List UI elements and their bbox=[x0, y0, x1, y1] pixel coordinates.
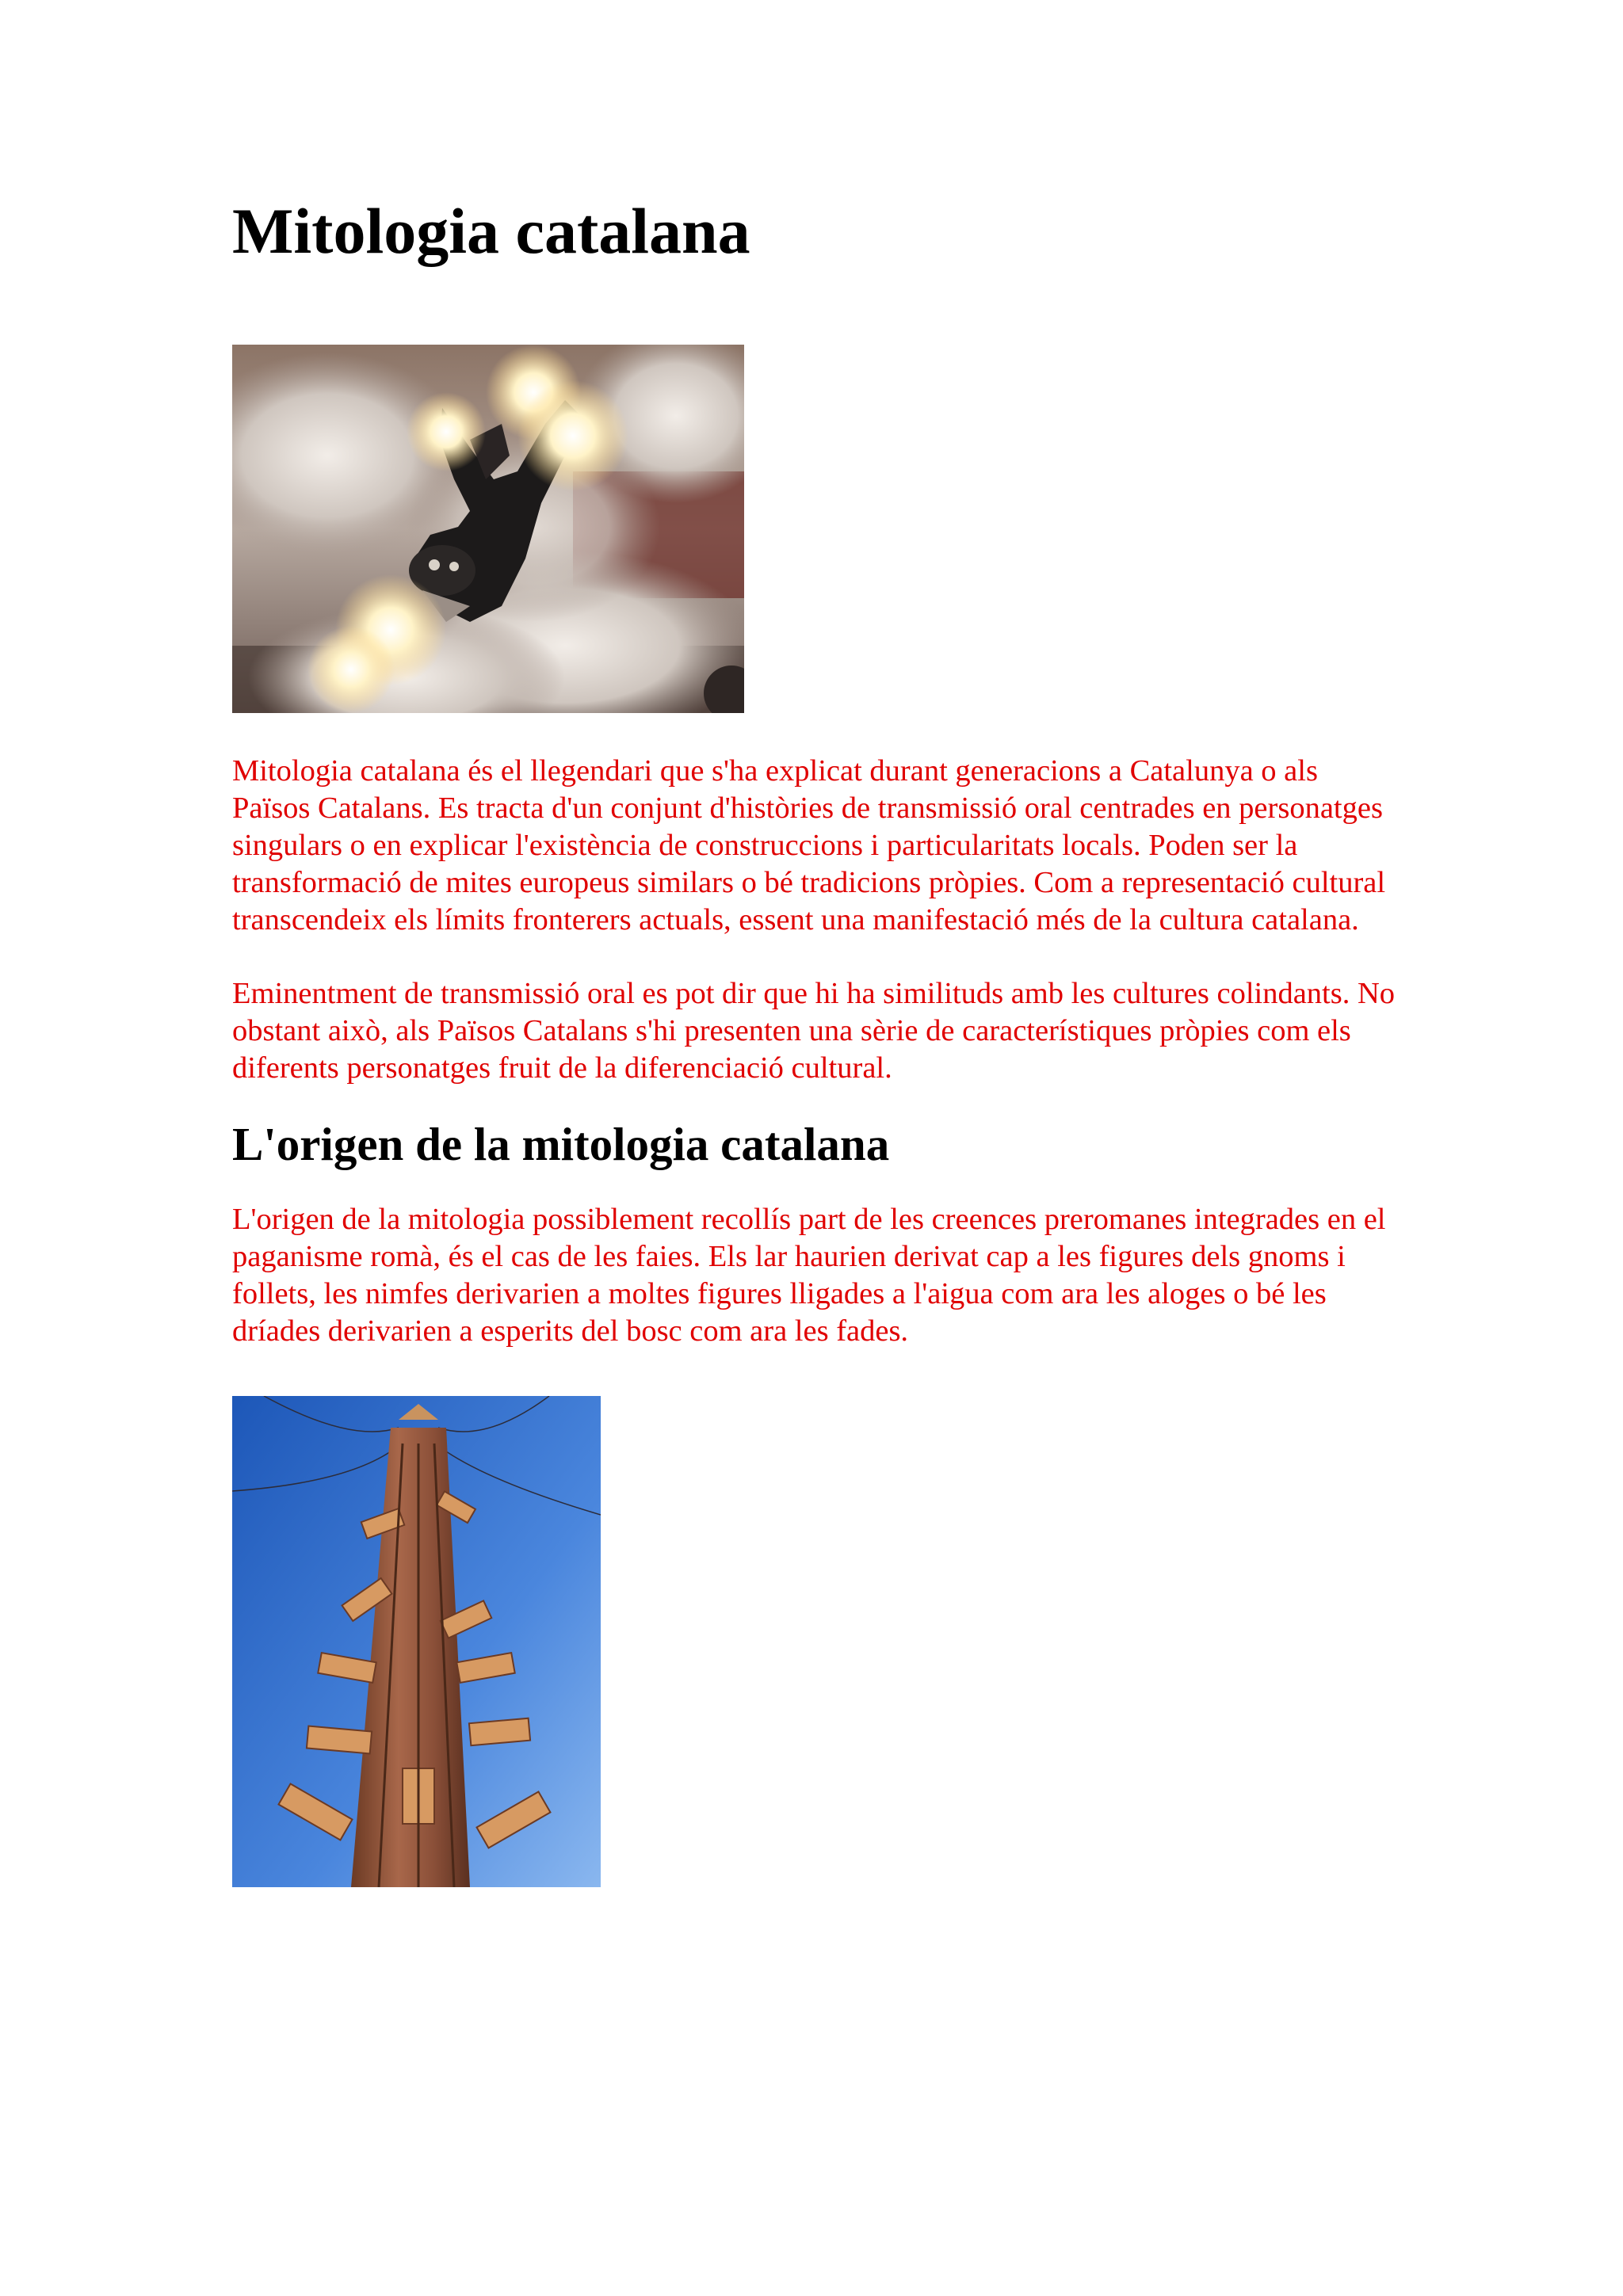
section-heading: L'origen de la mitologia catalana bbox=[232, 1118, 890, 1170]
document-title: Mitologia catalana bbox=[232, 195, 750, 267]
fire-dragon-photo bbox=[232, 345, 744, 713]
document-content bbox=[232, 190, 1397, 1887]
intro-paragraph: Mitologia catalana és el llegendari que s'ha explicat durant generacions a Catalunya o als Països Catalans. Es tracta d'un conjunt d'històries de transmissió oral centrades en personatges singulars o en explicar l'existència de construccions i particularitats locals. Poden ser la transformació de mites europeus similars o bé tradicions pròpies. Com a representació cultural transcendeix els límits fronterers actuals, essent una manifestació més de la cultura catalana. bbox=[232, 754, 1386, 936]
wooden-tower-photo bbox=[232, 1396, 601, 1887]
oral-transmission-paragraph: Eminentment de transmissió oral es pot dir que hi ha similituds amb les cultures colindants. No obstant això, als Països Catalans s'hi presenten una sèrie de característiques pròpies com els diferents personatges fruit de la diferenciació cultural. bbox=[232, 977, 1396, 1085]
origin-paragraph: L'origen de la mitologia possiblement recollís part de les creences preromanes integrades en el paganisme romà, és el cas de les faies. Els lar haurien derivat cap a les figures dels gnoms i follets, les nimfes derivarien a moltes figures lligades a l'aigua com ara les aloges o bé les dríades derivarien a esperits del bosc com ara les fades. bbox=[232, 1203, 1386, 1348]
